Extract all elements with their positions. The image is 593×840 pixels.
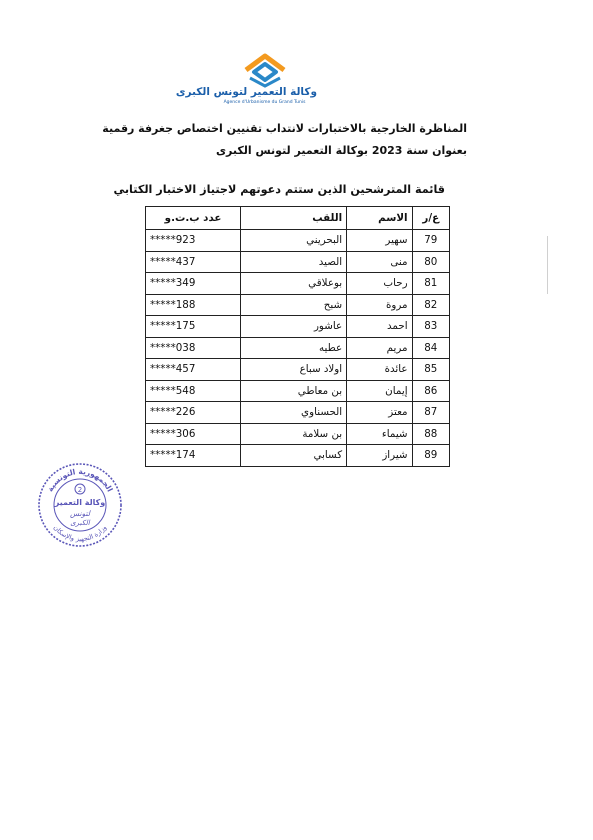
row-cin: *****457 — [146, 359, 241, 381]
row-cin: *****548 — [146, 380, 241, 402]
row-last-name: عطيه — [241, 337, 347, 359]
stamp-ring-bottom: وزارة التجهيز والإسكان — [51, 523, 109, 544]
stamp-ring-top: الجمهورية التونسية — [45, 466, 115, 494]
row-last-name: البحريني — [241, 230, 347, 252]
stamp-line-1: وكالة التعمير — [54, 498, 106, 507]
row-num: 79 — [412, 230, 449, 252]
row-cin: *****188 — [146, 294, 241, 316]
document-title-line-2: بعنوان سنة 2023 بوكالة التعمير لتونس الكبرى — [215, 144, 467, 157]
row-cin: *****175 — [146, 316, 241, 338]
table-row — [146, 380, 450, 402]
stamp-number: 2 — [77, 486, 83, 494]
row-num: 86 — [412, 380, 449, 402]
row-num: 80 — [412, 251, 449, 273]
table-row — [146, 337, 450, 359]
scan-mark — [547, 236, 548, 294]
row-last-name: بن معاطي — [241, 380, 347, 402]
row-first-name: عائدة — [347, 359, 412, 381]
row-last-name: شبح — [241, 294, 347, 316]
document-title-line-1: المناظرة الخارجية بالاختبارات لانتداب تقنيين اختصاص جغرفة رقمية — [102, 122, 467, 135]
table-row — [146, 273, 450, 295]
header-cin: عدد ب.ت.و — [146, 207, 241, 230]
row-num: 89 — [412, 445, 449, 467]
row-cin: *****226 — [146, 402, 241, 424]
table-header-row — [146, 207, 450, 230]
header-first-name: الاسم — [347, 207, 412, 230]
row-first-name: منى — [347, 251, 412, 273]
row-first-name: مريم — [347, 337, 412, 359]
row-cin: *****923 — [146, 230, 241, 252]
row-num: 81 — [412, 273, 449, 295]
row-first-name: رحاب — [347, 273, 412, 295]
table-row — [146, 251, 450, 273]
row-num: 88 — [412, 423, 449, 445]
list-title: قائمة المترشحين الذين ستتم دعوتهم لاجتياز الاختبار الكتابي — [113, 183, 445, 196]
header-last-name: اللقب — [241, 207, 347, 230]
header-num: ع/ر — [412, 207, 449, 230]
row-last-name: عاشور — [241, 316, 347, 338]
table-row — [146, 359, 450, 381]
row-cin: *****306 — [146, 423, 241, 445]
official-stamp — [37, 462, 123, 548]
row-cin: *****038 — [146, 337, 241, 359]
row-first-name: شيماء — [347, 423, 412, 445]
table-row — [146, 423, 450, 445]
stamp-line-3: الكبرى — [70, 519, 90, 527]
row-first-name: احمد — [347, 316, 412, 338]
row-num: 87 — [412, 402, 449, 424]
table-row — [146, 294, 450, 316]
row-cin: *****349 — [146, 273, 241, 295]
row-last-name: الحسناوي — [241, 402, 347, 424]
row-num: 85 — [412, 359, 449, 381]
row-first-name: معتز — [347, 402, 412, 424]
logo-name-arabic: وكالة التعمير لتونس الكبرى — [175, 86, 317, 98]
row-num: 84 — [412, 337, 449, 359]
row-last-name: كسابي — [241, 445, 347, 467]
stamp-line-2: لتونس — [69, 509, 91, 518]
table-row — [146, 316, 450, 338]
row-cin: *****174 — [146, 445, 241, 467]
table-row — [146, 445, 450, 467]
row-first-name: شيراز — [347, 445, 412, 467]
row-last-name: اولاد سباع — [241, 359, 347, 381]
row-first-name: مروة — [347, 294, 412, 316]
table-row — [146, 230, 450, 252]
table-row — [146, 402, 450, 424]
row-cin: *****437 — [146, 251, 241, 273]
logo-mark-icon — [240, 52, 290, 88]
row-num: 83 — [412, 316, 449, 338]
row-num: 82 — [412, 294, 449, 316]
logo-name-french: Agence d'Urbanisme du Grand Tunis — [223, 100, 306, 105]
row-last-name: بوعلاقي — [241, 273, 347, 295]
row-last-name: الصيد — [241, 251, 347, 273]
row-last-name: بن سلامة — [241, 423, 347, 445]
row-first-name: سهير — [347, 230, 412, 252]
candidates-table — [145, 206, 450, 467]
agency-logo — [175, 52, 317, 112]
row-first-name: إيمان — [347, 380, 412, 402]
